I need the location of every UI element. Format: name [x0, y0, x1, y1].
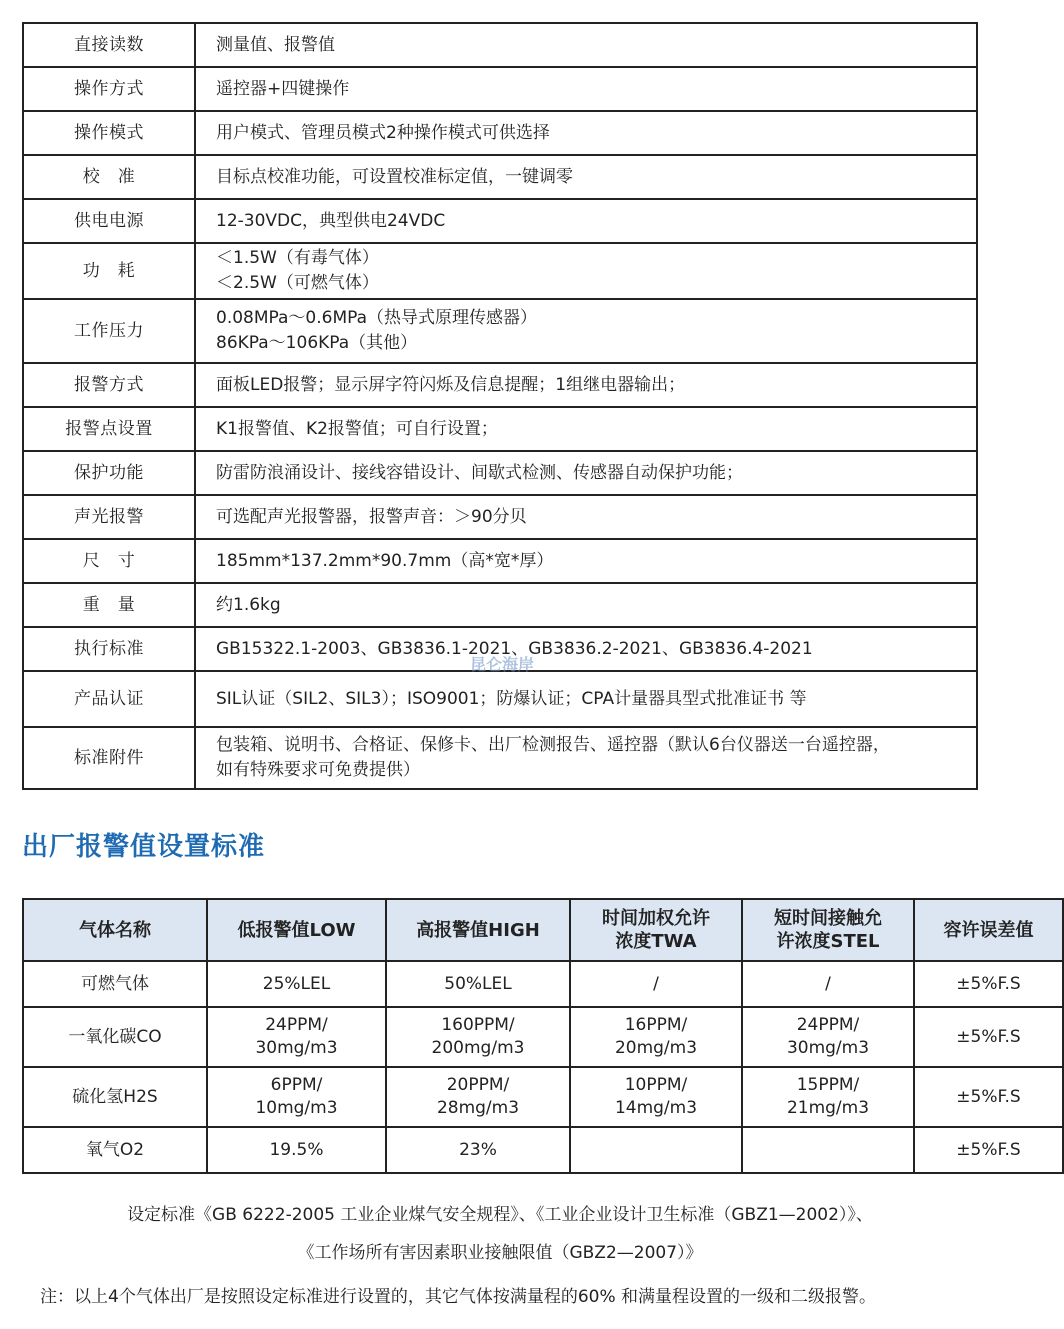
alarm-cell-line: ±5%F.S: [956, 973, 1021, 994]
spec-value: [195, 299, 977, 363]
spec-label: 操作方式: [23, 67, 195, 111]
spec-row: [23, 583, 977, 627]
alarm-cell-line: 30mg/m3: [786, 1038, 870, 1058]
spec-row: [23, 155, 977, 199]
alarm-row: [23, 961, 1063, 1007]
spec-value-line: ＜1.5W（有毒气体）: [216, 248, 379, 268]
spec-row: [23, 199, 977, 243]
alarm-cell-line: 10mg/m3: [255, 1098, 338, 1118]
alarm-cell-line: 氧气O2: [85, 1139, 145, 1160]
alarm-header-cell: [207, 899, 386, 961]
spec-value-line: 如有特殊要求可免费提供）: [216, 760, 420, 780]
spec-value: [195, 539, 977, 583]
alarm-header-line: 浓度TWA: [615, 931, 697, 952]
standard-line-1: 设定标准《GB 6222-2005 工业企业煤气安全规程》、《工业企业设计卫生标准（GBZ1—2002）》、: [127, 1205, 873, 1225]
alarm-cell-line: 24PPM/: [265, 1015, 328, 1035]
spec-label: 校 准: [23, 155, 195, 199]
spec-row: [23, 363, 977, 407]
spec-value: [195, 495, 977, 539]
spec-row: [23, 451, 977, 495]
alarm-cell-line: 14mg/m3: [614, 1098, 698, 1118]
alarm-cell-line: 19.5%: [269, 1139, 324, 1160]
spec-label: 工作压力: [23, 299, 195, 363]
spec-value-line: 面板LED报警；显示屏字符闪烁及信息提醒；1组继电器输出；: [216, 374, 686, 395]
alarm-cell-line: /: [825, 973, 831, 994]
spec-row: [23, 407, 977, 451]
alarm-table: [22, 898, 1064, 1174]
spec-value-line: 目标点校准功能，可设置校准标定值，一键调零: [216, 166, 573, 187]
spec-row: [23, 243, 977, 299]
spec-label: 声光报警: [23, 495, 195, 539]
alarm-cell-line: 30mg/m3: [255, 1038, 338, 1058]
spec-row: [23, 539, 977, 583]
spec-value: [195, 67, 977, 111]
alarm-cell-line: ±5%F.S: [956, 1139, 1021, 1160]
spec-label: 报警方式: [23, 363, 195, 407]
alarm-value-cell: [207, 1067, 386, 1127]
spec-value: [195, 627, 977, 671]
alarm-cell-line: 160PPM/: [441, 1015, 515, 1035]
alarm-value-cell: [914, 961, 1063, 1007]
alarm-value-cell: [570, 1067, 742, 1127]
alarm-value-cell: [914, 1007, 1063, 1067]
alarm-row: [23, 1067, 1063, 1127]
gas-name-cell: [23, 1127, 207, 1173]
alarm-header-cell: [570, 899, 742, 961]
alarm-header-cell: [914, 899, 1063, 961]
spec-row: [23, 111, 977, 155]
spec-value: [195, 199, 977, 243]
alarm-value-cell: [207, 1127, 386, 1173]
watermark-logo: 昆仑海岸: [470, 655, 535, 674]
spec-value: [195, 671, 977, 727]
alarm-cell-line: 20mg/m3: [614, 1038, 698, 1058]
gas-name-cell: [23, 1007, 207, 1067]
alarm-cell-line: 16PPM/: [624, 1015, 688, 1035]
spec-label: 报警点设置: [23, 407, 195, 451]
alarm-value-cell: [386, 1067, 570, 1127]
alarm-cell-line: 20PPM/: [446, 1075, 510, 1095]
alarm-header-line: 气体名称: [79, 919, 151, 941]
footnote: 注：以上4个气体出厂是按照设定标准进行设置的，其它气体按满量程的60% 和满量程设置的一级和二级报警。: [40, 1287, 877, 1307]
spec-value: [195, 23, 977, 67]
spec-label: 标准附件: [23, 727, 195, 789]
alarm-value-cell: [570, 1007, 742, 1067]
alarm-cell-line: 硫化氢H2S: [72, 1086, 158, 1107]
alarm-header-line: 低报警值LOW: [237, 919, 356, 941]
spec-value-line: 约1.6kg: [216, 594, 281, 615]
alarm-cell-line: ±5%F.S: [956, 1026, 1021, 1047]
alarm-header-line: 容许误差值: [943, 919, 1034, 941]
spec-value-line: 185mm*137.2mm*90.7mm（高*宽*厚）: [216, 550, 554, 571]
alarm-value-cell: [742, 1067, 914, 1127]
alarm-value-cell: [914, 1067, 1063, 1127]
alarm-cell-line: 200mg/m3: [431, 1038, 525, 1058]
gas-name-cell: [23, 961, 207, 1007]
spec-value-line: GB15322.1-2003、GB3836.1-2021、GB3836.2-2021、GB3836.4-2021: [216, 638, 813, 659]
spec-label: 保护功能: [23, 451, 195, 495]
spec-value-line: SIL认证（SIL2、SIL3）；ISO9001；防爆认证；CPA计量器具型式批准证书 等: [216, 688, 807, 709]
spec-value-line: 防雷防浪涌设计、接线容错设计、间歇式检测、传感器自动保护功能；: [216, 462, 743, 483]
alarm-value-cell: [386, 1127, 570, 1173]
spec-value-line: 测量值、报警值: [216, 34, 335, 55]
alarm-cell-line: 21mg/m3: [786, 1098, 870, 1118]
spec-value: [195, 407, 977, 451]
spec-label: 直接读数: [23, 23, 195, 67]
alarm-value-cell: [570, 1127, 742, 1173]
alarm-cell-line: /: [653, 973, 659, 994]
spec-value-line: 包装箱、说明书、合格证、保修卡、出厂检测报告、遥控器（默认6台仪器送一台遥控器，: [216, 735, 890, 755]
alarm-header-cell: [742, 899, 914, 961]
gas-name-cell: [23, 1067, 207, 1127]
section-title: 出厂报警值设置标准: [22, 832, 266, 862]
spec-label: 操作模式: [23, 111, 195, 155]
spec-value-line: 可选配声光报警器，报警声音：＞90分贝: [216, 506, 527, 527]
spec-value-line: 86KPa～106KPa（其他）: [216, 333, 418, 353]
spec-value-line: 用户模式、管理员模式2种操作模式可供选择: [216, 122, 550, 143]
alarm-cell-line: 可燃气体: [81, 973, 149, 994]
spec-row: [23, 67, 977, 111]
spec-value: [195, 451, 977, 495]
alarm-header-line: 高报警值HIGH: [416, 919, 540, 941]
alarm-value-cell: [386, 961, 570, 1007]
alarm-cell-line: ±5%F.S: [956, 1086, 1021, 1107]
alarm-cell-line: 一氧化碳CO: [68, 1026, 162, 1047]
spec-value-line: 遥控器+四键操作: [216, 78, 350, 99]
spec-label: 产品认证: [23, 671, 195, 727]
spec-label: 供电电源: [23, 199, 195, 243]
spec-value-line: 0.08MPa～0.6MPa（热导式原理传感器）: [216, 308, 538, 328]
alarm-value-cell: [386, 1007, 570, 1067]
alarm-header-cell: [386, 899, 570, 961]
alarm-cell-line: 24PPM/: [796, 1015, 860, 1035]
spec-value-line: K1报警值、K2报警值；可自行设置；: [216, 418, 498, 439]
spec-row: [23, 495, 977, 539]
spec-label: 尺 寸: [23, 539, 195, 583]
alarm-cell-line: 25%LEL: [262, 973, 331, 994]
spec-row: [23, 727, 977, 789]
spec-value: [195, 363, 977, 407]
spec-row: [23, 299, 977, 363]
spec-row: [23, 23, 977, 67]
spec-label: 执行标准: [23, 627, 195, 671]
spec-value: [195, 727, 977, 789]
alarm-value-cell: [742, 1127, 914, 1173]
alarm-value-cell: [207, 961, 386, 1007]
spec-value-line: 12-30VDC，典型供电24VDC: [216, 210, 446, 231]
alarm-cell-line: 28mg/m3: [436, 1098, 520, 1118]
alarm-value-cell: [914, 1127, 1063, 1173]
standard-line-2: 《工作场所有害因素职业接触限值（GBZ2—2007）》: [297, 1243, 703, 1263]
spec-value-line: ＜2.5W（可燃气体）: [216, 273, 379, 293]
spec-value: [195, 583, 977, 627]
alarm-header-line: 短时间接触允: [774, 908, 882, 929]
spec-value: [195, 111, 977, 155]
alarm-cell-line: 6PPM/: [270, 1075, 323, 1095]
alarm-row: [23, 1007, 1063, 1067]
alarm-row: [23, 1127, 1063, 1173]
alarm-cell-line: 50%LEL: [444, 973, 512, 994]
spec-row: [23, 671, 977, 727]
spec-value: [195, 243, 977, 299]
spec-label: 重 量: [23, 583, 195, 627]
alarm-value-cell: [207, 1007, 386, 1067]
alarm-header-line: 时间加权允许: [602, 908, 710, 929]
alarm-value-cell: [742, 961, 914, 1007]
alarm-cell-line: 10PPM/: [624, 1075, 688, 1095]
spec-label: 功 耗: [23, 243, 195, 299]
alarm-value-cell: [742, 1007, 914, 1067]
alarm-cell-line: 15PPM/: [796, 1075, 860, 1095]
alarm-cell-line: 23%: [459, 1139, 497, 1160]
spec-value: [195, 155, 977, 199]
alarm-value-cell: [570, 961, 742, 1007]
alarm-header-cell: [23, 899, 207, 961]
alarm-header-line: 许浓度STEL: [776, 931, 880, 952]
